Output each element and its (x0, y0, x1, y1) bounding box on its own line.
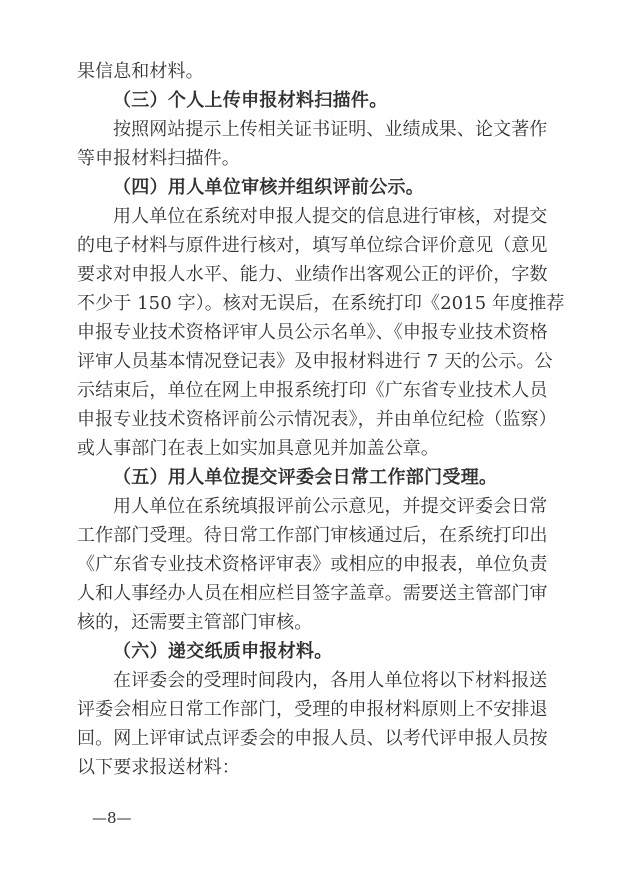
section-heading: （六）递交纸质申报材料。 (113, 641, 333, 662)
body-line: 申报专业技术资格评审人员公示名单》、《申报专业技术资格 (77, 322, 548, 343)
body-line: 不少于 150 字）。核对无误后，在系统打印《2015 年度推荐 (77, 293, 565, 314)
body-line: 申报专业技术资格评前公示情况表》，并由单位纪检（监察） (77, 409, 557, 430)
body-line: 工作部门受理。待日常工作部门审核通过后，在系统打印出 (77, 525, 548, 546)
body-line: 人和人事经办人员在相应栏目签字盖章。需要送主管部门审 (77, 583, 548, 604)
body-line: 核的，还需要主管部门审核。 (77, 612, 313, 633)
body-line: 用人单位在系统对申报人提交的信息进行审核，对提交 (113, 206, 548, 227)
body-line: 用人单位在系统填报评前公示意见，并提交评委会日常 (113, 496, 548, 517)
body-line: 等申报材料扫描件。 (77, 148, 240, 169)
body-line: 按照网站提示上传相关证书证明、业绩成果、论文著作 (113, 119, 548, 140)
page-number: —8— (92, 809, 132, 827)
body-line: 在评委会的受理时间段内，各用人单位将以下材料报送 (113, 670, 548, 691)
section-heading: （五）用人单位提交评委会日常工作部门受理。 (113, 467, 498, 488)
body-line: 《广东省专业技术资格评审表》或相应的申报表，单位负责 (77, 554, 548, 575)
body-line: 评委会相应日常工作部门，受理的申报材料原则上不安排退 (77, 699, 548, 720)
section-heading: （四）用人单位审核并组织评前公示。 (113, 177, 425, 198)
body-line: 的电子材料与原件进行核对，填写单位综合评价意见（意见 (77, 235, 548, 256)
body-line: 以下要求报送材料： (77, 757, 240, 778)
body-line: 回。网上评审试点评委会的申报人员、以考代评申报人员按 (77, 728, 548, 749)
body-line: 示结束后，单位在网上申报系统打印《广东省专业技术人员 (77, 380, 548, 401)
document-body (77, 57, 565, 782)
body-line: 要求对申报人水平、能力、业绩作出客观公正的评价，字数 (77, 264, 548, 285)
body-line: 或人事部门在表上如实加具意见并加盖公章。 (77, 438, 439, 459)
body-line: 果信息和材料。 (77, 61, 204, 82)
body-line: 评审人员基本情况登记表》及申报材料进行 7 天的公示。公 (77, 351, 553, 372)
section-heading: （三）个人上传申报材料扫描件。 (113, 90, 388, 111)
